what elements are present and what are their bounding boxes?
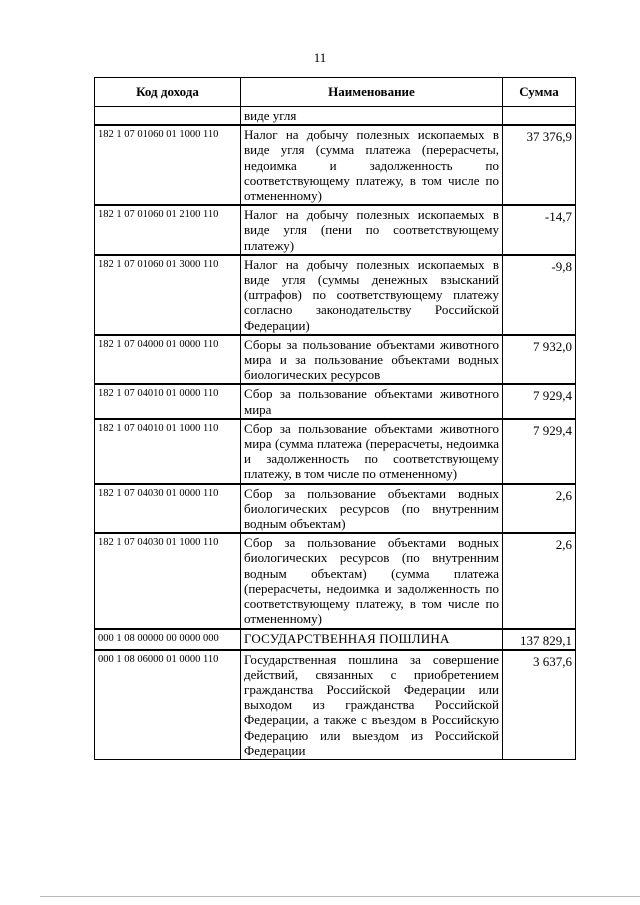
header-code: Код дохода [95,78,241,107]
row-code: 182 1 07 04000 01 0000 110 [95,335,241,385]
row-code: 000 1 08 06000 01 0000 110 [95,650,241,760]
row-name: Налог на добычу полезных ископаемых в виде угля (суммы денежных взысканий (штрафов) по соответствующему платежу согласно законодательству Российской Федерации) [241,255,503,335]
row-code: 182 1 07 01060 01 1000 110 [95,125,241,205]
row-sum: 7 932,0 [503,335,576,385]
table-header-row [95,78,576,107]
row-code: 182 1 07 04030 01 1000 110 [95,533,241,628]
row-sum: 3 637,6 [503,650,576,760]
row-code: 182 1 07 04010 01 1000 110 [95,419,241,484]
scan-edge-line [40,896,640,897]
page-number: 11 [313,50,327,65]
table-row [95,650,576,760]
row-sum: 7 929,4 [503,384,576,418]
revenue-table [94,77,576,760]
row-sum: -9,8 [503,255,576,335]
row-sum [503,107,576,126]
row-code: 182 1 07 01060 01 3000 110 [95,255,241,335]
row-name: Государственная пошлина за совершение действий, связанных с приобретением гражданства Российской Федерации или выходом из гражданства Российской Федерации, а также с въездом в Российскую Федерацию или выездом из Российской Федерации [241,650,503,760]
row-name: виде угля [241,107,503,126]
row-sum: 37 376,9 [503,125,576,205]
header-sum: Сумма [503,78,576,107]
row-sum: 137 829,1 [503,629,576,650]
row-name: Сборы за пользование объектами животного мира и за пользование объектами водных биологических ресурсов [241,335,503,385]
row-name: Сбор за пользование объектами водных биологических ресурсов (по внутренним водным объектам) (сумма платежа (перерасчеты, недоимка и задолженность по соответствующему платежу, в том числе по отмененному) [241,533,503,628]
row-code: 182 1 07 04010 01 0000 110 [95,384,241,418]
row-name: Сбор за пользование объектами животного мира (сумма платежа (перерасчеты, недоимка и задолженность по соответствующему платежу, в том числе по отмененному) [241,419,503,484]
row-sum: -14,7 [503,205,576,255]
table-row [95,107,576,126]
header-name: Наименование [241,78,503,107]
row-sum: 2,6 [503,533,576,628]
row-name: Налог на добычу полезных ископаемых в виде угля (сумма платежа (перерасчеты, недоимка и задолженность по соответствующему платежу, в том числе по отмененному) [241,125,503,205]
row-name: Налог на добычу полезных ископаемых в виде угля (пени по соответствующему платежу) [241,205,503,255]
row-name: ГОСУДАРСТВЕННАЯ ПОШЛИНА [241,629,503,650]
table-row [95,255,576,335]
row-code [95,107,241,126]
row-code: 182 1 07 01060 01 2100 110 [95,205,241,255]
row-name: Сбор за пользование объектами водных биологических ресурсов (по внутренним водным объектам) [241,484,503,534]
table-row [95,125,576,205]
row-code: 000 1 08 00000 00 0000 000 [95,629,241,650]
table-row [95,484,576,534]
table-row [95,533,576,628]
table-row [95,629,576,650]
table-row [95,205,576,255]
table-row [95,384,576,418]
row-sum: 7 929,4 [503,419,576,484]
row-sum: 2,6 [503,484,576,534]
row-code: 182 1 07 04030 01 0000 110 [95,484,241,534]
row-name: Сбор за пользование объектами животного мира [241,384,503,418]
table-row [95,419,576,484]
table-row [95,335,576,385]
